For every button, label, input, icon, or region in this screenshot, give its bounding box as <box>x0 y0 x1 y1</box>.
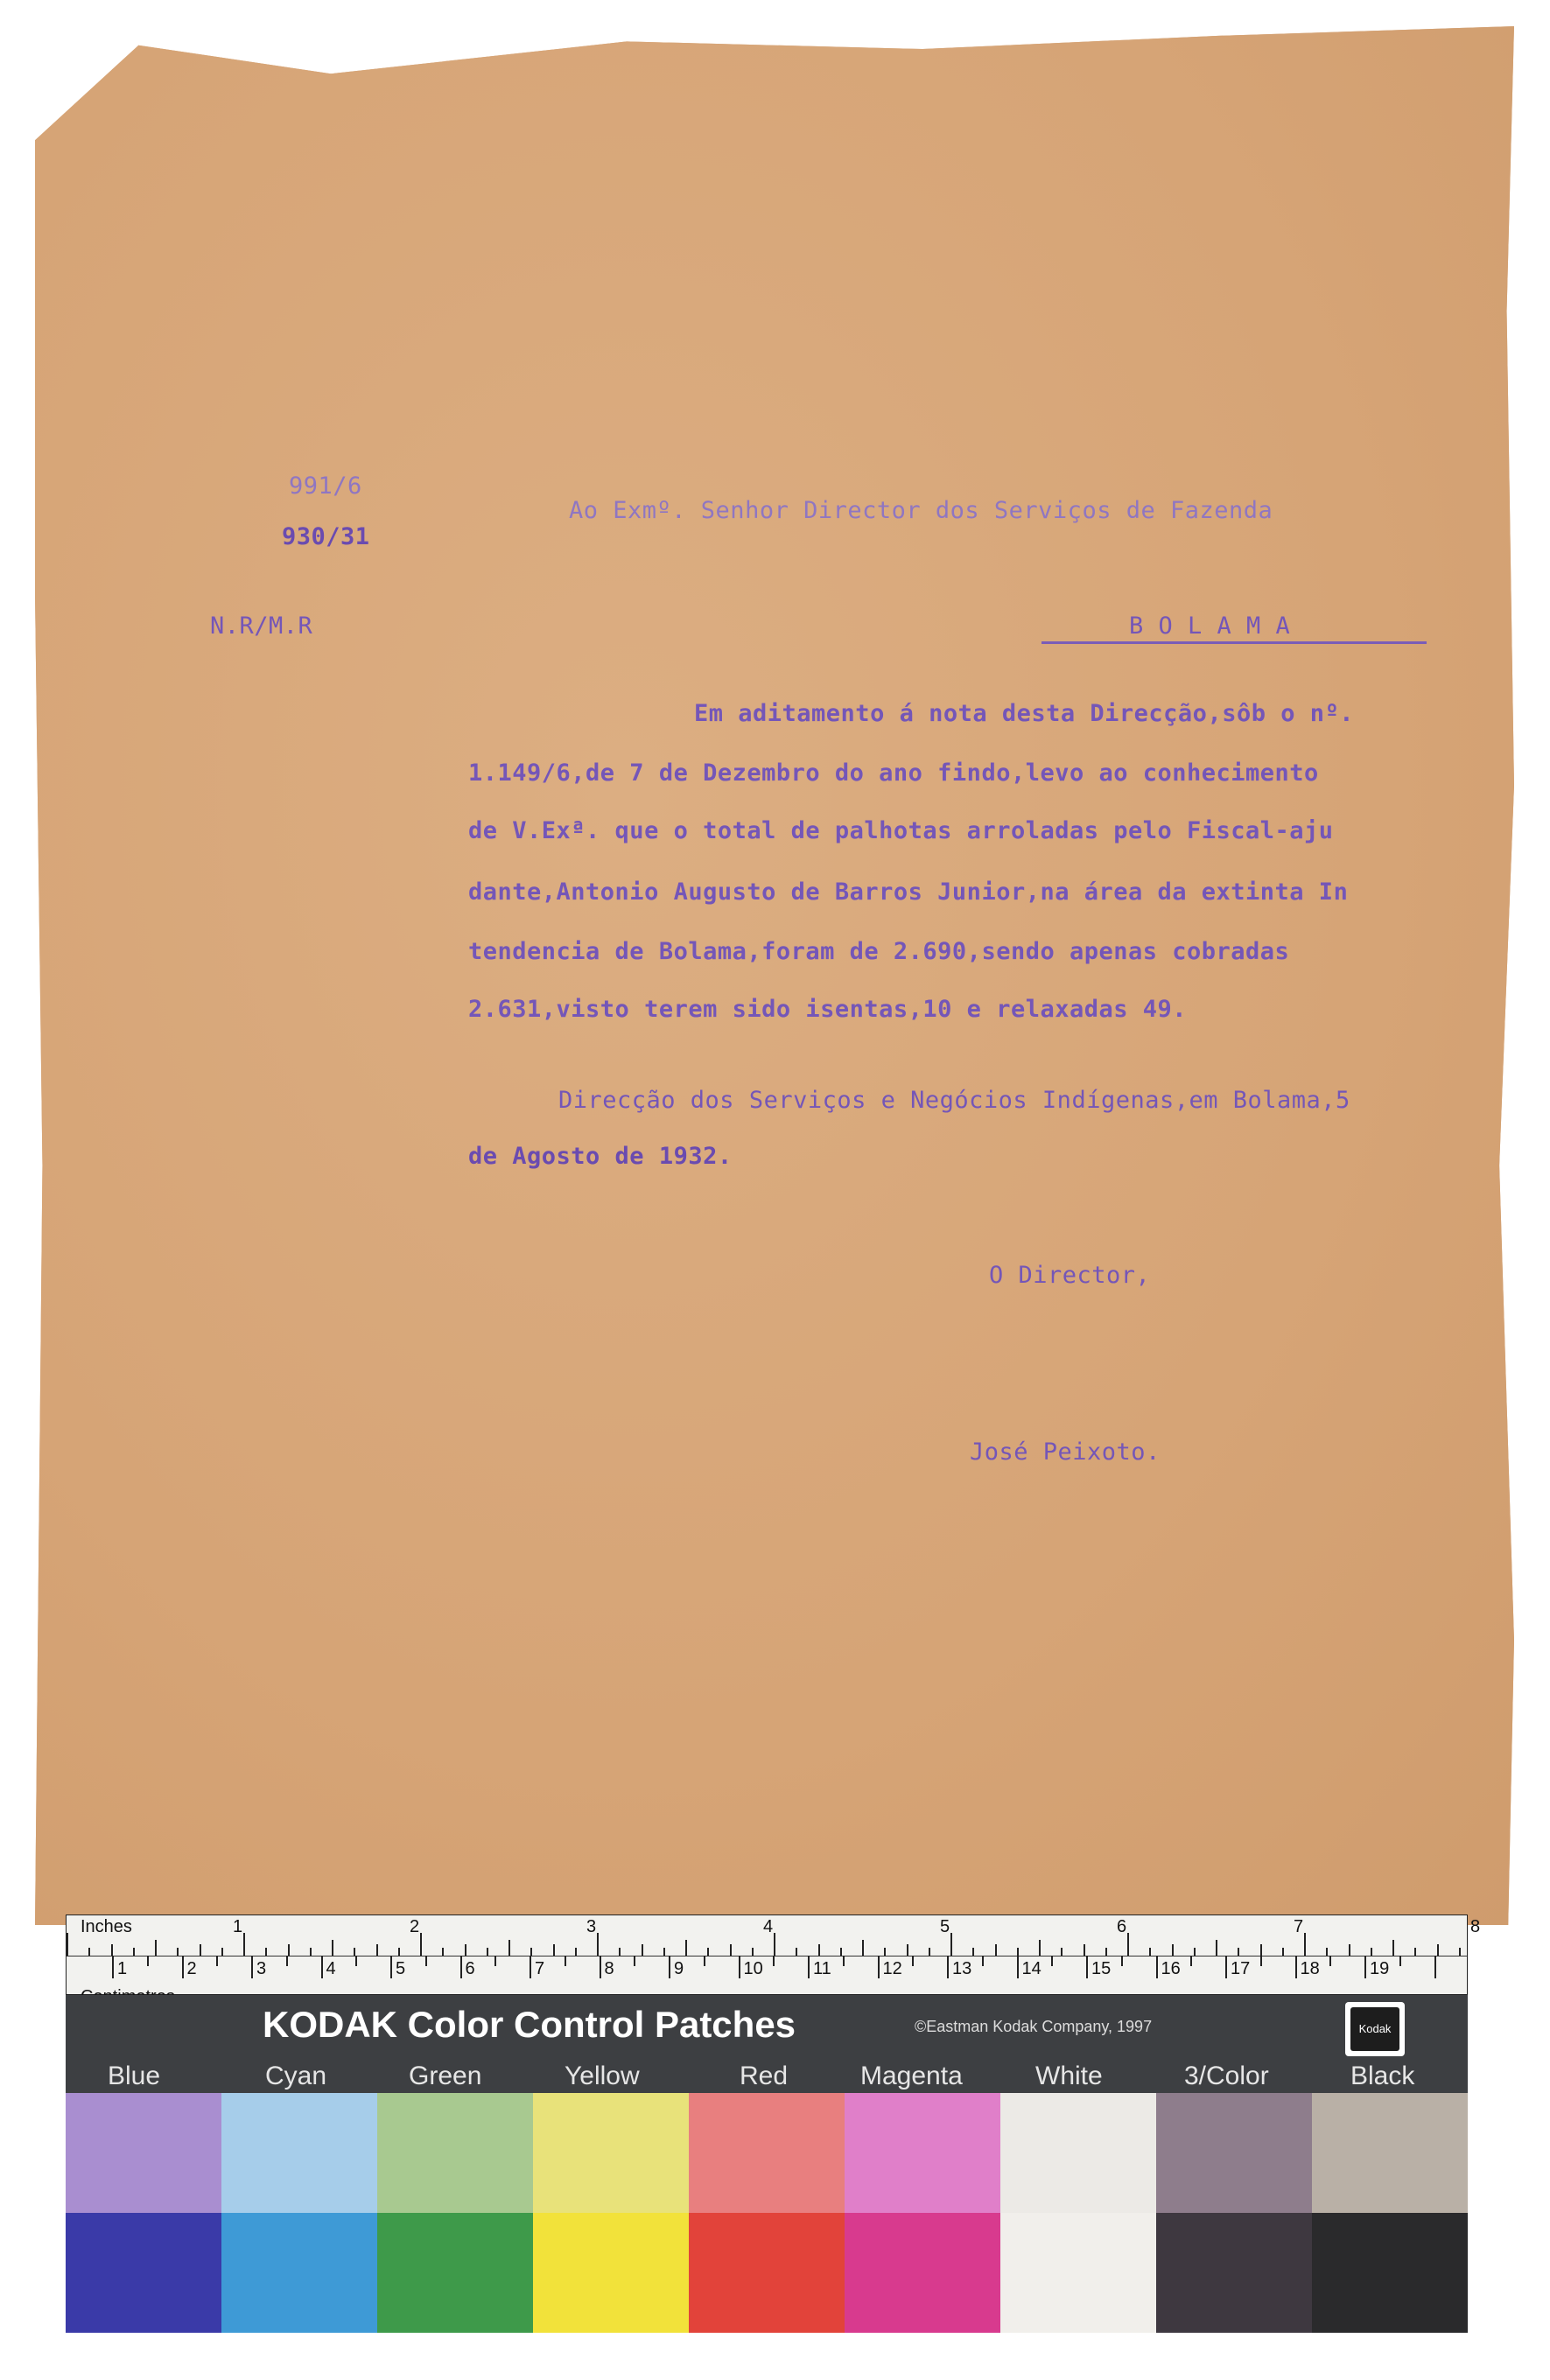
color-patches <box>66 2093 1468 2333</box>
cm-tick <box>1086 1956 1088 1978</box>
inch-tick <box>420 1933 422 1956</box>
inch-tick <box>1105 1948 1107 1956</box>
inch-number: 2 <box>410 1917 420 1936</box>
inch-tick <box>950 1933 952 1956</box>
cm-tick <box>1329 1956 1331 1966</box>
inch-tick <box>1039 1940 1041 1956</box>
inch-tick <box>685 1940 687 1956</box>
body-line-1: Em aditamento á nota desta Direcção,sôb o nº. <box>694 700 1354 727</box>
cm-number: 13 <box>952 1959 972 1978</box>
color-patch-dark <box>689 2213 845 2333</box>
inch-tick <box>200 1944 201 1956</box>
inches-label: Inches <box>81 1917 132 1936</box>
inch-tick <box>354 1948 355 1956</box>
inch-tick <box>310 1948 312 1956</box>
cm-tick <box>1434 1956 1436 1978</box>
cm-tick <box>808 1956 810 1978</box>
cm-tick <box>912 1956 914 1966</box>
cm-number: 2 <box>186 1959 197 1978</box>
cm-tick <box>843 1956 845 1966</box>
inch-tick <box>243 1933 245 1956</box>
inch-tick <box>465 1944 466 1956</box>
cm-number: 6 <box>465 1959 475 1978</box>
cm-number: 9 <box>674 1959 684 1978</box>
inch-tick <box>1194 1948 1196 1956</box>
cm-number: 4 <box>326 1959 336 1978</box>
inch-tick <box>508 1940 510 1956</box>
cm-tick <box>565 1956 566 1966</box>
inch-tick <box>1304 1933 1306 1956</box>
reference-top: 991/6 <box>289 472 362 500</box>
cm-tick <box>1190 1956 1192 1966</box>
cm-tick <box>947 1956 949 1978</box>
inch-tick <box>1127 1933 1129 1956</box>
location-line: B O L A M A <box>1129 612 1291 640</box>
inch-tick <box>1282 1948 1284 1956</box>
color-patch-light <box>845 2093 1000 2213</box>
cm-tick <box>1121 1956 1123 1966</box>
color-patch-light <box>1000 2093 1156 2213</box>
document-paper <box>35 26 1514 1925</box>
patch-label-3-color: 3/Color <box>1184 2062 1269 2090</box>
inch-tick <box>642 1944 643 1956</box>
inch-tick <box>840 1948 842 1956</box>
initials: N.R/M.R <box>210 612 313 640</box>
color-patch-dark <box>221 2213 377 2333</box>
inch-tick <box>376 1944 378 1956</box>
inch-tick <box>88 1948 90 1956</box>
cm-number: 15 <box>1091 1959 1112 1978</box>
color-patch-dark <box>377 2213 533 2333</box>
cm-tick <box>669 1956 670 1978</box>
color-patch-light <box>1156 2093 1312 2213</box>
addressee-line: Ao Exmº. Senhor Director dos Serviços de Fazenda <box>569 497 1273 524</box>
cm-number: 10 <box>743 1959 763 1978</box>
cm-tick <box>425 1956 427 1966</box>
cm-tick <box>494 1956 496 1966</box>
inch-tick <box>1392 1940 1394 1956</box>
cm-tick <box>1051 1956 1053 1966</box>
inch-tick <box>1149 1948 1151 1956</box>
cm-tick <box>878 1956 880 1978</box>
cm-tick <box>216 1956 218 1966</box>
inch-tick <box>155 1940 157 1956</box>
cm-tick <box>460 1956 462 1978</box>
inch-tick <box>442 1948 444 1956</box>
kodak-title: KODAK Color Control Patches <box>263 2004 796 2045</box>
signature-title: O Director, <box>989 1262 1151 1289</box>
kodak-color-target <box>66 1914 1481 2333</box>
inch-tick <box>1061 1948 1063 1956</box>
cm-tick <box>600 1956 601 1978</box>
cm-number: 19 <box>1370 1959 1390 1978</box>
cm-number: 18 <box>1300 1959 1320 1978</box>
inch-tick <box>796 1948 797 1956</box>
cm-tick <box>773 1956 775 1966</box>
inch-tick <box>221 1948 223 1956</box>
cm-tick <box>1295 1956 1297 1978</box>
cm-tick <box>1364 1956 1366 1978</box>
body-line-3: de V.Exª. que o total de palhotas arroladas pelo Fiscal-aju <box>468 817 1334 844</box>
reference-number: 930/31 <box>282 523 370 550</box>
ruler <box>66 1914 1481 1995</box>
inch-tick <box>707 1948 709 1956</box>
inch-tick <box>487 1948 488 1956</box>
kodak-header-band <box>66 1995 1468 2093</box>
inch-tick <box>972 1948 974 1956</box>
cm-number: 12 <box>882 1959 902 1978</box>
color-patch-light <box>533 2093 689 2213</box>
color-patch-dark <box>1000 2213 1156 2333</box>
signature-name: José Peixoto. <box>970 1438 1161 1466</box>
color-patch-light <box>689 2093 845 2213</box>
cm-number: 11 <box>813 1959 831 1978</box>
inch-number: 5 <box>940 1917 950 1936</box>
inch-tick <box>111 1944 113 1956</box>
patch-label-white: White <box>1035 2062 1103 2090</box>
cm-tick <box>634 1956 635 1966</box>
cm-tick <box>1399 1956 1401 1966</box>
inch-tick <box>730 1944 732 1956</box>
inch-tick <box>907 1944 908 1956</box>
inch-tick <box>884 1948 886 1956</box>
cm-tick <box>355 1956 357 1966</box>
inch-tick <box>67 1933 68 1956</box>
color-patch-dark <box>1156 2213 1312 2333</box>
patch-label-black: Black <box>1350 2062 1415 2090</box>
inch-number: 7 <box>1294 1917 1304 1936</box>
cm-tick <box>530 1956 531 1978</box>
inch-tick <box>1437 1944 1439 1956</box>
color-patch-dark <box>1312 2213 1468 2333</box>
inch-number: 3 <box>586 1917 597 1936</box>
closing-line-1: Direcção dos Serviços e Negócios Indígenas,em Bolama,5 <box>558 1087 1350 1114</box>
cm-tick <box>182 1956 184 1978</box>
kodak-logo-text: Kodak <box>1350 2007 1399 2051</box>
inch-tick <box>597 1933 599 1956</box>
inch-tick <box>288 1944 290 1956</box>
inch-tick <box>752 1948 754 1956</box>
cm-tick <box>704 1956 705 1966</box>
cm-number: 17 <box>1231 1959 1251 1978</box>
color-patch-light <box>377 2093 533 2213</box>
inch-number: 8 <box>1470 1917 1481 1936</box>
color-patch-dark <box>66 2213 221 2333</box>
cm-number: 14 <box>1021 1959 1042 1978</box>
inch-tick <box>1371 1948 1372 1956</box>
closing-line-2: de Agosto de 1932. <box>468 1143 733 1170</box>
cm-tick <box>321 1956 323 1978</box>
inch-tick <box>1349 1944 1350 1956</box>
cm-tick <box>1156 1956 1158 1978</box>
cm-tick <box>286 1956 288 1966</box>
cm-tick <box>147 1956 149 1966</box>
patch-label-cyan: Cyan <box>265 2062 327 2090</box>
kodak-copyright: ©Eastman Kodak Company, 1997 <box>915 2018 1153 2035</box>
color-patch-light <box>1312 2093 1468 2213</box>
cm-tick <box>1260 1956 1262 1966</box>
color-patch-light <box>221 2093 377 2213</box>
body-line-5: tendencia de Bolama,foram de 2.690,sendo apenas cobradas <box>468 938 1290 965</box>
inch-tick <box>862 1940 864 1956</box>
cm-tick <box>112 1956 114 1978</box>
cm-number: 5 <box>396 1959 406 1978</box>
inch-tick <box>1260 1944 1262 1956</box>
patch-label-red: Red <box>740 2062 789 2090</box>
inch-tick <box>133 1948 135 1956</box>
body-line-2: 1.149/6,de 7 de Dezembro do ano findo,levo ao conhecimento <box>468 760 1319 787</box>
color-patch-dark <box>845 2213 1000 2333</box>
inch-tick <box>575 1948 577 1956</box>
inch-number: 4 <box>763 1917 774 1936</box>
cm-number: 1 <box>117 1959 128 1978</box>
inch-tick <box>265 1948 267 1956</box>
inch-tick <box>332 1940 333 1956</box>
inch-tick <box>663 1948 665 1956</box>
cm-number: 7 <box>535 1959 545 1978</box>
inch-tick <box>774 1933 775 1956</box>
cm-tick <box>251 1956 253 1978</box>
location-underline <box>1042 641 1427 644</box>
inch-tick <box>818 1944 820 1956</box>
cm-number: 8 <box>604 1959 614 1978</box>
inch-tick <box>1172 1944 1174 1956</box>
inch-tick <box>1216 1940 1217 1956</box>
inch-tick <box>1017 1948 1019 1956</box>
inch-tick <box>995 1944 997 1956</box>
color-patch-light <box>66 2093 221 2213</box>
kodak-logo-icon <box>1345 2002 1405 2056</box>
inch-number: 6 <box>1117 1917 1127 1936</box>
patch-label-green: Green <box>409 2062 482 2090</box>
cm-tick <box>390 1956 392 1978</box>
body-line-4: dante,Antonio Augusto de Barros Junior,na área da extinta In <box>468 878 1349 906</box>
body-line-6: 2.631,visto terem sido isentas,10 e relaxadas 49. <box>468 996 1188 1023</box>
patch-label-magenta: Magenta <box>860 2062 963 2090</box>
cm-tick <box>1017 1956 1019 1978</box>
inch-tick <box>929 1948 930 1956</box>
patch-label-blue: Blue <box>108 2062 161 2090</box>
inch-tick <box>1084 1944 1085 1956</box>
inch-tick <box>1414 1948 1416 1956</box>
cm-tick <box>739 1956 740 1978</box>
cm-number: 3 <box>256 1959 267 1978</box>
cm-tick <box>1225 1956 1227 1978</box>
patch-label-yellow: Yellow <box>565 2062 640 2090</box>
cm-tick <box>982 1956 984 1966</box>
inch-tick <box>553 1944 555 1956</box>
inch-number: 1 <box>233 1917 243 1936</box>
inch-tick <box>1326 1948 1328 1956</box>
cm-number: 16 <box>1161 1959 1181 1978</box>
inch-tick <box>1238 1948 1239 1956</box>
inch-tick <box>530 1948 532 1956</box>
inch-tick <box>619 1948 621 1956</box>
inch-tick <box>177 1948 179 1956</box>
inch-tick <box>398 1948 400 1956</box>
color-patch-dark <box>533 2213 689 2333</box>
patch-labels <box>66 2058 1468 2093</box>
inch-tick <box>1459 1948 1461 1956</box>
